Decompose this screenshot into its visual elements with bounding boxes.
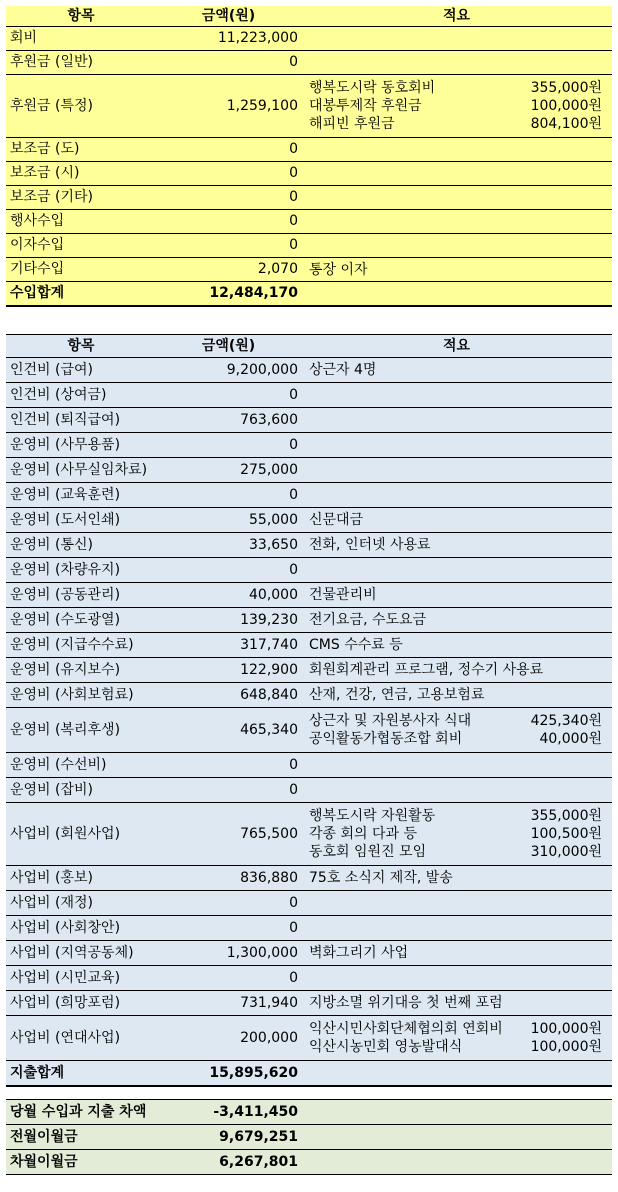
expense-notes — [301, 658, 612, 683]
expense-note-text: 신문대금 — [309, 512, 364, 528]
expense-note-line — [309, 536, 608, 554]
expense-row — [6, 778, 612, 803]
income-amount: 0 — [156, 234, 301, 258]
expense-note-value: 355,000원 — [530, 808, 602, 824]
expense-row — [6, 991, 612, 1016]
expense-row — [6, 433, 612, 458]
expense-notes — [301, 408, 612, 433]
expense-amount: 763,600 — [156, 408, 301, 433]
expense-row — [6, 508, 612, 533]
expense-header-row — [6, 335, 612, 358]
expense-amount: 765,500 — [156, 803, 301, 866]
summary-row — [6, 1100, 612, 1125]
expense-row — [6, 383, 612, 408]
expense-item: 사업비 (사회창안) — [6, 916, 156, 941]
expense-notes — [301, 708, 612, 753]
expense-note-text: 75호 소식지 제작, 발송 — [309, 870, 453, 886]
expense-item: 운영비 (사무실임차료) — [6, 458, 156, 483]
income-amount: 0 — [156, 162, 301, 186]
expense-note-text: 행복도시락 자원활동 — [309, 808, 436, 824]
income-row — [6, 258, 612, 282]
expense-item: 운영비 (사무용품) — [6, 433, 156, 458]
expense-item: 사업비 (연대사업) — [6, 1016, 156, 1061]
expense-amount: 9,200,000 — [156, 358, 301, 383]
expense-row — [6, 558, 612, 583]
income-note-text: 대봉투제작 후원금 — [309, 98, 422, 114]
income-header-amount: 금액(원) — [156, 6, 301, 27]
expense-header-notes: 적요 — [301, 335, 612, 358]
expense-total-label: 지출합계 — [6, 1061, 156, 1087]
income-item: 보조금 (기타) — [6, 186, 156, 210]
expense-notes — [301, 866, 612, 891]
expense-total-amount: 15,895,620 — [156, 1061, 301, 1087]
expense-amount: 1,300,000 — [156, 941, 301, 966]
expense-item: 운영비 (차량유지) — [6, 558, 156, 583]
expense-amount: 0 — [156, 558, 301, 583]
expense-item: 인건비 (급여) — [6, 358, 156, 383]
expense-note-line — [309, 1020, 608, 1038]
summary-row — [6, 1125, 612, 1150]
income-notes — [301, 234, 612, 258]
expense-row — [6, 966, 612, 991]
expense-row — [6, 708, 612, 753]
expense-notes — [301, 433, 612, 458]
income-item: 후원금 (일반) — [6, 51, 156, 75]
income-header-notes: 적요 — [301, 6, 612, 27]
expense-notes — [301, 966, 612, 991]
expense-note-line — [309, 686, 608, 704]
income-notes — [301, 162, 612, 186]
expense-notes — [301, 458, 612, 483]
income-item: 기타수입 — [6, 258, 156, 282]
income-row — [6, 27, 612, 51]
expense-amount: 731,940 — [156, 991, 301, 1016]
income-item: 이자수입 — [6, 234, 156, 258]
expense-total-notes — [301, 1061, 612, 1087]
expense-item: 운영비 (사회보험료) — [6, 683, 156, 708]
expense-note-value: 100,000원 — [530, 1021, 602, 1037]
income-notes — [301, 138, 612, 162]
expense-row — [6, 916, 612, 941]
expense-note-text: 익산시민사회단체협의회 연회비 — [309, 1021, 503, 1037]
expense-note-text: 산재, 건강, 연금, 고용보험료 — [309, 687, 485, 703]
expense-item: 사업비 (지역공동체) — [6, 941, 156, 966]
income-note-text: 행복도시락 동호회비 — [309, 80, 436, 96]
expense-notes — [301, 608, 612, 633]
expense-row — [6, 608, 612, 633]
expense-row — [6, 358, 612, 383]
income-row — [6, 75, 612, 138]
expense-notes — [301, 778, 612, 803]
income-item: 보조금 (시) — [6, 162, 156, 186]
expense-notes — [301, 508, 612, 533]
expense-item: 운영비 (도서인쇄) — [6, 508, 156, 533]
expense-item: 운영비 (교육훈련) — [6, 483, 156, 508]
expense-row — [6, 803, 612, 866]
expense-note-line — [309, 712, 608, 730]
expense-note-value: 310,000원 — [530, 844, 602, 860]
expense-note-text: 익산시농민회 영농발대식 — [309, 1039, 463, 1055]
expense-amount: 836,880 — [156, 866, 301, 891]
expense-item: 사업비 (재정) — [6, 891, 156, 916]
expense-item: 운영비 (유지보수) — [6, 658, 156, 683]
expense-note-line — [309, 730, 608, 748]
expense-row — [6, 1016, 612, 1061]
income-header-row — [6, 6, 612, 27]
income-notes — [301, 258, 612, 282]
expense-item: 사업비 (희망포럼) — [6, 991, 156, 1016]
expense-notes — [301, 583, 612, 608]
expense-note-value: 425,340원 — [530, 713, 602, 729]
expense-note-line — [309, 807, 608, 825]
expense-item: 운영비 (지급수수료) — [6, 633, 156, 658]
income-total-row — [6, 282, 612, 307]
expense-item: 운영비 (잡비) — [6, 778, 156, 803]
expense-amount: 0 — [156, 916, 301, 941]
income-note-line — [309, 97, 608, 115]
income-row — [6, 210, 612, 234]
summary-notes — [301, 1100, 612, 1125]
expense-notes — [301, 1016, 612, 1061]
income-note-value: 804,100원 — [530, 116, 602, 132]
expense-notes — [301, 558, 612, 583]
expense-item: 사업비 (홍보) — [6, 866, 156, 891]
expense-amount: 0 — [156, 483, 301, 508]
expense-amount: 0 — [156, 433, 301, 458]
income-total-notes — [301, 282, 612, 307]
expense-notes — [301, 803, 612, 866]
income-row — [6, 234, 612, 258]
expense-note-text: 지방소멸 위기대응 첫 번째 포럼 — [309, 995, 503, 1011]
income-row — [6, 138, 612, 162]
summary-amount: -3,411,450 — [156, 1100, 301, 1125]
summary-amount: 9,679,251 — [156, 1125, 301, 1150]
expense-amount: 139,230 — [156, 608, 301, 633]
summary-notes — [301, 1125, 612, 1150]
expense-amount: 275,000 — [156, 458, 301, 483]
expense-note-line — [309, 994, 608, 1012]
expense-row — [6, 408, 612, 433]
income-amount: 11,223,000 — [156, 27, 301, 51]
expense-amount: 648,840 — [156, 683, 301, 708]
expense-note-line — [309, 843, 608, 861]
income-note-text: 통장 이자 — [309, 261, 368, 278]
expense-amount: 0 — [156, 891, 301, 916]
summary-label: 당월 수입과 지출 차액 — [6, 1100, 156, 1125]
expense-note-value: 100,500원 — [530, 826, 602, 842]
expense-item: 운영비 (공동관리) — [6, 583, 156, 608]
income-amount: 0 — [156, 138, 301, 162]
income-amount: 0 — [156, 51, 301, 75]
expense-note-value: 100,000원 — [530, 1039, 602, 1055]
expense-amount: 317,740 — [156, 633, 301, 658]
income-item: 행사수입 — [6, 210, 156, 234]
expense-amount: 0 — [156, 966, 301, 991]
income-amount: 1,259,100 — [156, 75, 301, 138]
summary-label: 차월이월금 — [6, 1150, 156, 1175]
income-note-value: 355,000원 — [530, 80, 602, 96]
expense-notes — [301, 633, 612, 658]
expense-note-text: CMS 수수료 등 — [309, 637, 403, 653]
income-total-label: 수입합계 — [6, 282, 156, 307]
expense-notes — [301, 683, 612, 708]
expense-amount: 465,340 — [156, 708, 301, 753]
expense-amount: 0 — [156, 753, 301, 778]
expense-body — [6, 358, 612, 1087]
expense-amount: 0 — [156, 778, 301, 803]
income-note-line — [309, 79, 608, 97]
expense-row — [6, 753, 612, 778]
expense-item: 인건비 (상여금) — [6, 383, 156, 408]
expense-total-row — [6, 1061, 612, 1087]
expense-notes — [301, 483, 612, 508]
expense-note-line — [309, 586, 608, 604]
expense-note-text: 상근자 및 자원봉사자 식대 — [309, 713, 472, 729]
expense-note-text: 벽화그리기 사업 — [309, 945, 409, 961]
expense-row — [6, 891, 612, 916]
income-notes — [301, 186, 612, 210]
expense-row — [6, 533, 612, 558]
expense-note-text: 각종 회의 다과 등 — [309, 826, 418, 842]
summary-row — [6, 1150, 612, 1175]
expense-notes — [301, 941, 612, 966]
expense-note-line — [309, 661, 608, 679]
expense-note-text: 회원회계관리 프로그램, 정수기 사용료 — [309, 662, 544, 678]
expense-note-line — [309, 611, 608, 629]
expense-note-line — [309, 1038, 608, 1056]
income-notes — [301, 51, 612, 75]
expense-note-line — [309, 869, 608, 887]
expense-item: 사업비 (시민교육) — [6, 966, 156, 991]
income-row — [6, 186, 612, 210]
income-amount: 2,070 — [156, 258, 301, 282]
expense-item: 사업비 (회원사업) — [6, 803, 156, 866]
expense-table — [6, 334, 612, 1087]
expense-amount: 200,000 — [156, 1016, 301, 1061]
expense-notes — [301, 916, 612, 941]
expense-header-item: 항목 — [6, 335, 156, 358]
expense-item: 운영비 (수선비) — [6, 753, 156, 778]
expense-note-text: 전기요금, 수도요금 — [309, 612, 427, 628]
income-row — [6, 162, 612, 186]
income-item: 후원금 (특정) — [6, 75, 156, 138]
expense-note-text: 동호회 임원진 모임 — [309, 844, 427, 860]
expense-row — [6, 658, 612, 683]
income-note-line — [309, 261, 608, 279]
expense-notes — [301, 891, 612, 916]
summary-body — [6, 1100, 612, 1175]
income-amount: 0 — [156, 186, 301, 210]
expense-notes — [301, 533, 612, 558]
income-row — [6, 51, 612, 75]
expense-amount: 122,900 — [156, 658, 301, 683]
income-note-value: 100,000원 — [530, 98, 602, 114]
expense-note-line — [309, 825, 608, 843]
summary-table — [6, 1099, 612, 1175]
expense-row — [6, 483, 612, 508]
summary-notes — [301, 1150, 612, 1175]
income-notes — [301, 210, 612, 234]
income-table — [6, 6, 612, 307]
expense-row — [6, 458, 612, 483]
expense-row — [6, 866, 612, 891]
expense-notes — [301, 753, 612, 778]
expense-note-text: 전화, 인터넷 사용료 — [309, 537, 431, 553]
income-item: 회비 — [6, 27, 156, 51]
summary-label: 전월이월금 — [6, 1125, 156, 1150]
expense-row — [6, 683, 612, 708]
expense-row — [6, 583, 612, 608]
expense-notes — [301, 358, 612, 383]
expense-amount: 33,650 — [156, 533, 301, 558]
income-header-item: 항목 — [6, 6, 156, 27]
income-note-line — [309, 115, 608, 133]
income-notes — [301, 75, 612, 138]
expense-item: 인건비 (퇴직급여) — [6, 408, 156, 433]
expense-note-text: 공익활동가협동조합 회비 — [309, 731, 463, 747]
income-body — [6, 27, 612, 307]
expense-note-line — [309, 636, 608, 654]
expense-item: 운영비 (복리후생) — [6, 708, 156, 753]
expense-notes — [301, 383, 612, 408]
expense-amount: 40,000 — [156, 583, 301, 608]
summary-amount: 6,267,801 — [156, 1150, 301, 1175]
income-note-text: 해피빈 후원금 — [309, 116, 395, 132]
expense-note-line — [309, 944, 608, 962]
expense-note-text: 상근자 4명 — [309, 362, 377, 378]
expense-amount: 0 — [156, 383, 301, 408]
expense-note-text: 건물관리비 — [309, 587, 377, 603]
expense-item: 운영비 (수도광열) — [6, 608, 156, 633]
income-amount: 0 — [156, 210, 301, 234]
expense-notes — [301, 991, 612, 1016]
expense-note-line — [309, 361, 608, 379]
expense-note-value: 40,000원 — [539, 731, 602, 747]
income-total-amount: 12,484,170 — [156, 282, 301, 307]
expense-note-line — [309, 511, 608, 529]
income-item: 보조금 (도) — [6, 138, 156, 162]
expense-row — [6, 633, 612, 658]
expense-item: 운영비 (통신) — [6, 533, 156, 558]
expense-row — [6, 941, 612, 966]
expense-header-amount: 금액(원) — [156, 335, 301, 358]
income-notes — [301, 27, 612, 51]
expense-amount: 55,000 — [156, 508, 301, 533]
